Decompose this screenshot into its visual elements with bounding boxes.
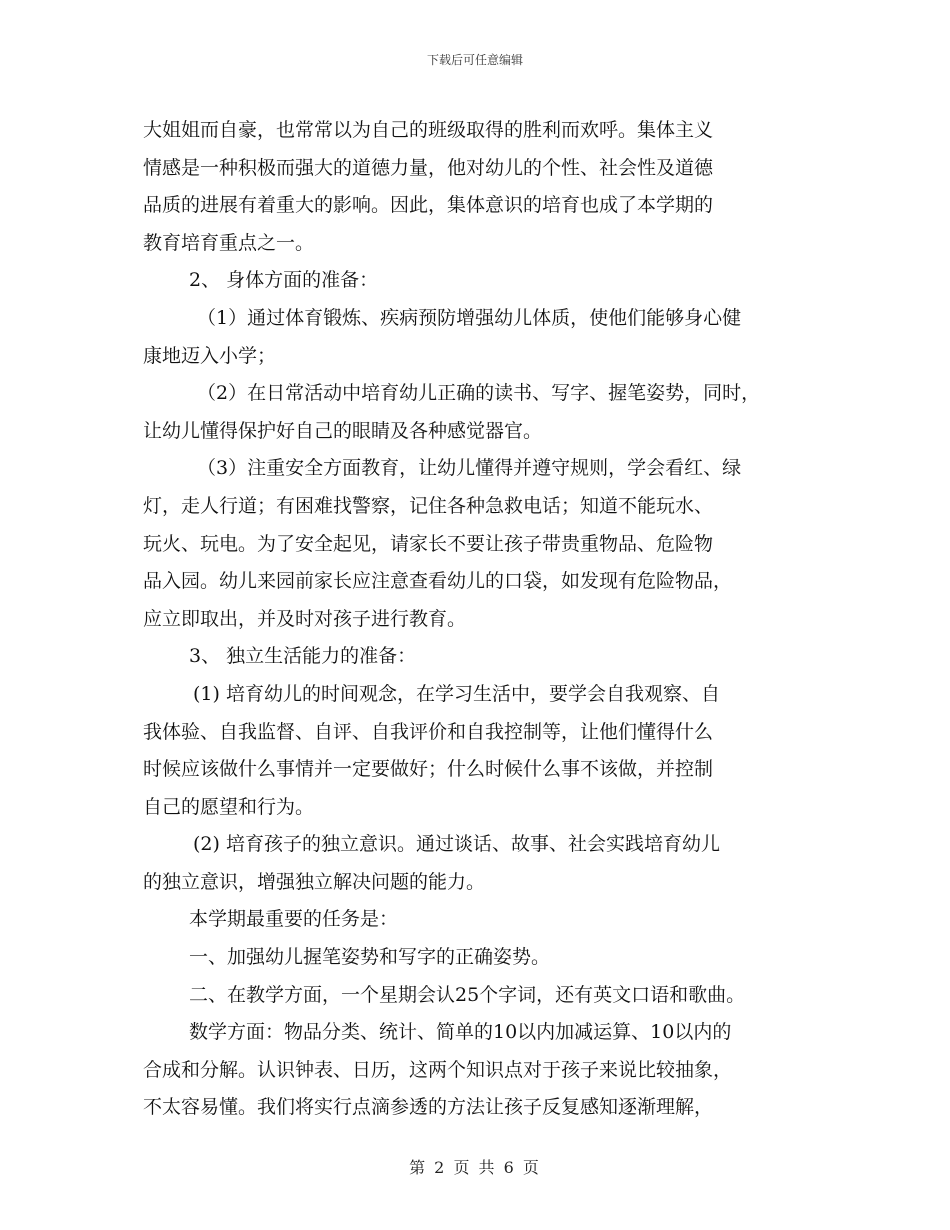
text-line: 本学期最重要的任务是： [189,908,399,931]
page-header: 下载后可任意编辑 [426,53,523,67]
text-line: 玩火、玩电。为了安全起见，请家长不要让孩子带贵重物品、危险物 [143,532,714,555]
document-body [143,112,823,1127]
text-line: 让幼儿懂得保护好自己的眼睛及各种感觉器官。 [143,419,543,442]
text-line: （2）在日常活动中培育幼儿正确的读书、写字、握笔姿势，同时， [197,382,761,405]
text-line: 品质的进展有着重大的影响。因此，集体意识的培育也成了本学期的 [143,194,714,217]
text-line: 数学方面：物品分类、统计、简单的10以内加减运算、10以内的 [189,1021,732,1044]
text-line: 情感是一种积极而强大的道德力量，他对幼儿的个性、社会性及道德 [143,156,714,179]
text-line: 一、加强幼儿握笔姿势和写字的正确姿势。 [189,946,551,969]
text-line: (2) 培育孩子的独立意识。通过谈话、故事、社会实践培育幼儿 [193,833,720,856]
text-line: 品入园。幼儿来园前家长应注意查看幼儿的口袋，如发现有危险物品， [143,570,733,593]
text-line: 自己的愿望和行为。 [143,795,315,818]
text-line: 我体验、自我监督、自评、自我评价和自我控制等，让他们懂得什么 [143,720,714,743]
text-line: 教育培育重点之一。 [143,231,315,254]
text-line: (1) 培育幼儿的时间观念，在学习生活中，要学会自我观察、自 [193,682,720,705]
text-line: 应立即取出，并及时对孩子进行教育。 [143,607,467,630]
text-line: （1）通过体育锻炼、疾病预防增强幼儿体质，使他们能够身心健 [197,306,742,329]
text-line: 康地迈入小学； [143,344,277,367]
text-line: 不太容易懂。我们将实行点滴参透的方法让孩子反复感知逐渐理解， [143,1096,714,1119]
text-line: 时候应该做什么事情并一定要做好；什么时候什么事不该做，并控制 [143,758,714,781]
text-line: 的独立意识，增强独立解决问题的能力。 [143,870,486,893]
text-line: （3）注重安全方面教育，让幼儿懂得并遵守规则，学会看红、绿 [197,457,742,480]
text-line: 大姐姐而自豪，也常常以为自己的班级取得的胜利而欢呼。集体主义 [143,119,714,141]
text-line: 二、在教学方面，一个星期会认25个字词，还有英文口语和歌曲。 [189,983,746,1006]
text-line: 灯，走人行道；有困难找警察，记住各种急救电话；知道不能玩水、 [143,494,714,517]
section-heading: 3、 独立生活能力的准备： [189,645,417,668]
section-heading: 2、 身体方面的准备： [189,269,379,292]
page-footer: 第 2 页 共 6 页 [409,1158,541,1177]
text-line: 合成和分解。认识钟表、日历，这两个知识点对于孩子来说比较抽象， [143,1058,733,1081]
